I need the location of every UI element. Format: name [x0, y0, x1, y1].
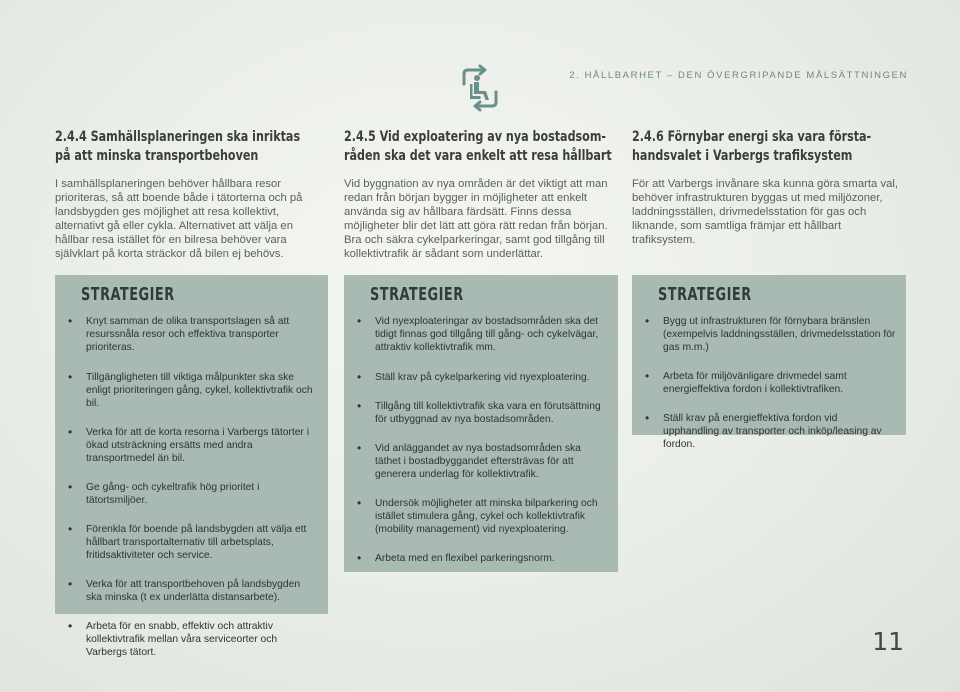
- strategies-box: [344, 275, 618, 572]
- strategies-box: [632, 275, 906, 450]
- strategy-item: • Tillgång till kollektivtrafik ska vara en förutsättning för utbyggnad av nya bostadsområden.: [354, 400, 608, 426]
- strategies-title: STRATEGIER: [658, 285, 752, 305]
- strategies-list: [65, 315, 318, 659]
- strategies-list: [354, 315, 608, 565]
- intro-text: I samhällsplaneringen behöver hållbara resor prioriteras, så att boende både i tätorterna och på landsbygden ges möjlighet att resa kollektivt, alternativt gå eller cykla. Alternativet att välja en hållbar resa istället för en bilresa behöver vara självklart på korta sträckor då bilen ej behövs.: [55, 178, 303, 260]
- strategy-item: • Knyt samman de olika transportslagen så att resurssnåla resor och effektiva transporter prioriteras.: [65, 315, 318, 354]
- strategies-list: [642, 315, 896, 451]
- column-fornybar-energi: [632, 128, 906, 247]
- strategy-item: • Arbeta för miljövänligare drivmedel samt energieffektiva fordon i kollektivtrafiken.: [642, 370, 896, 396]
- section-heading: 2.4.4 Samhällsplaneringen ska inriktas på att minska transportbehoven: [55, 129, 301, 164]
- page-number: 11: [872, 627, 904, 656]
- strategy-item: • Förenkla för boende på landsbygden att välja ett hållbart transportalternativ till arbetsplats, fritidsaktiviteter och service.: [65, 523, 318, 562]
- strategy-item: • Undersök möjligheter att minska bilparkering och istället stimulera gång, cykel och kollektivtrafik (mobility management) vid nyexploatering.: [354, 497, 608, 536]
- strategy-item: • Bygg ut infrastrukturen för förnybara bränslen (exempelvis laddningsställen, drivmedelsstation för gas m.m.): [642, 315, 896, 354]
- strategies-title: STRATEGIER: [81, 285, 175, 305]
- column-bostadsomraden: [344, 128, 618, 261]
- section-heading: 2.4.6 Förnybar energi ska vara första- handsvalet i Varbergs trafiksystem: [632, 129, 872, 164]
- column-samhallsplanering: [55, 128, 328, 261]
- strategy-item: • Arbeta med en flexibel parkeringsnorm.: [354, 552, 608, 565]
- section-heading: 2.4.5 Vid exploatering av nya bostadsom- råden ska det vara enkelt att resa hållbart: [344, 129, 612, 164]
- strategies-title: STRATEGIER: [370, 285, 464, 305]
- strategy-item: • Ge gång- och cykeltrafik hög prioritet i tätortsmiljöer.: [65, 481, 318, 507]
- intro-text: För att Varbergs invånare ska kunna göra smarta val, behöver infrastrukturen byggas ut med miljözoner, laddningsställen, drivmedelsstation för gas och liknande, som samtliga främjar ett hållbart trafiksystem.: [632, 178, 899, 246]
- strategy-item: • Arbeta för en snabb, effektiv och attraktiv kollektivtrafik mellan våra serviceorter och Varbergs tätort.: [65, 620, 318, 659]
- intro-text: Vid byggnation av nya områden är det viktigt att man redan från början bygger in möjligheter att enkelt använda sig av hållbara färdsätt. Finns dessa möjligheter blir det lätt att göra rätt redan från början. Bra och säkra cykelparkeringar, samt god tillgång till kollektivtrafik är sådant som underlättar.: [344, 178, 608, 260]
- strategy-item: • Verka för att de korta resorna i Varbergs tätorter i ökad utsträckning ersätts med andra transportmedel än bil.: [65, 426, 318, 465]
- strategy-item: • Ställ krav på cykelparkering vid nyexploatering.: [354, 371, 608, 384]
- strategies-box: [55, 275, 328, 658]
- section-header: 2. HÅLLBARHET – DEN ÖVERGRIPANDE MÅLSÄTTNINGEN: [569, 70, 908, 81]
- seated-person-recycle-arrows-icon: [456, 64, 504, 112]
- strategy-item: • Tillgängligheten till viktiga målpunkter ska ske enligt prioriteringen gång, cykel, kollektivtrafik och bil.: [65, 371, 318, 410]
- strategy-item: • Ställ krav på energieffektiva fordon vid upphandling av transporter och inköp/leasing av fordon.: [642, 412, 896, 451]
- strategy-item: • Verka för att transportbehoven på landsbygden ska minska (t ex underlätta distansarbete).: [65, 578, 318, 604]
- strategy-item: • Vid anläggandet av nya bostadsområden ska täthet i bostadbyggandet eftersträvas för att generera underlag för kollektivtrafik.: [354, 442, 608, 481]
- strategy-item: • Vid nyexploateringar av bostadsområden ska det tidigt finnas god tillgång till gång- och cykelvägar, attraktiv kollektivtrafik mm.: [354, 315, 608, 354]
